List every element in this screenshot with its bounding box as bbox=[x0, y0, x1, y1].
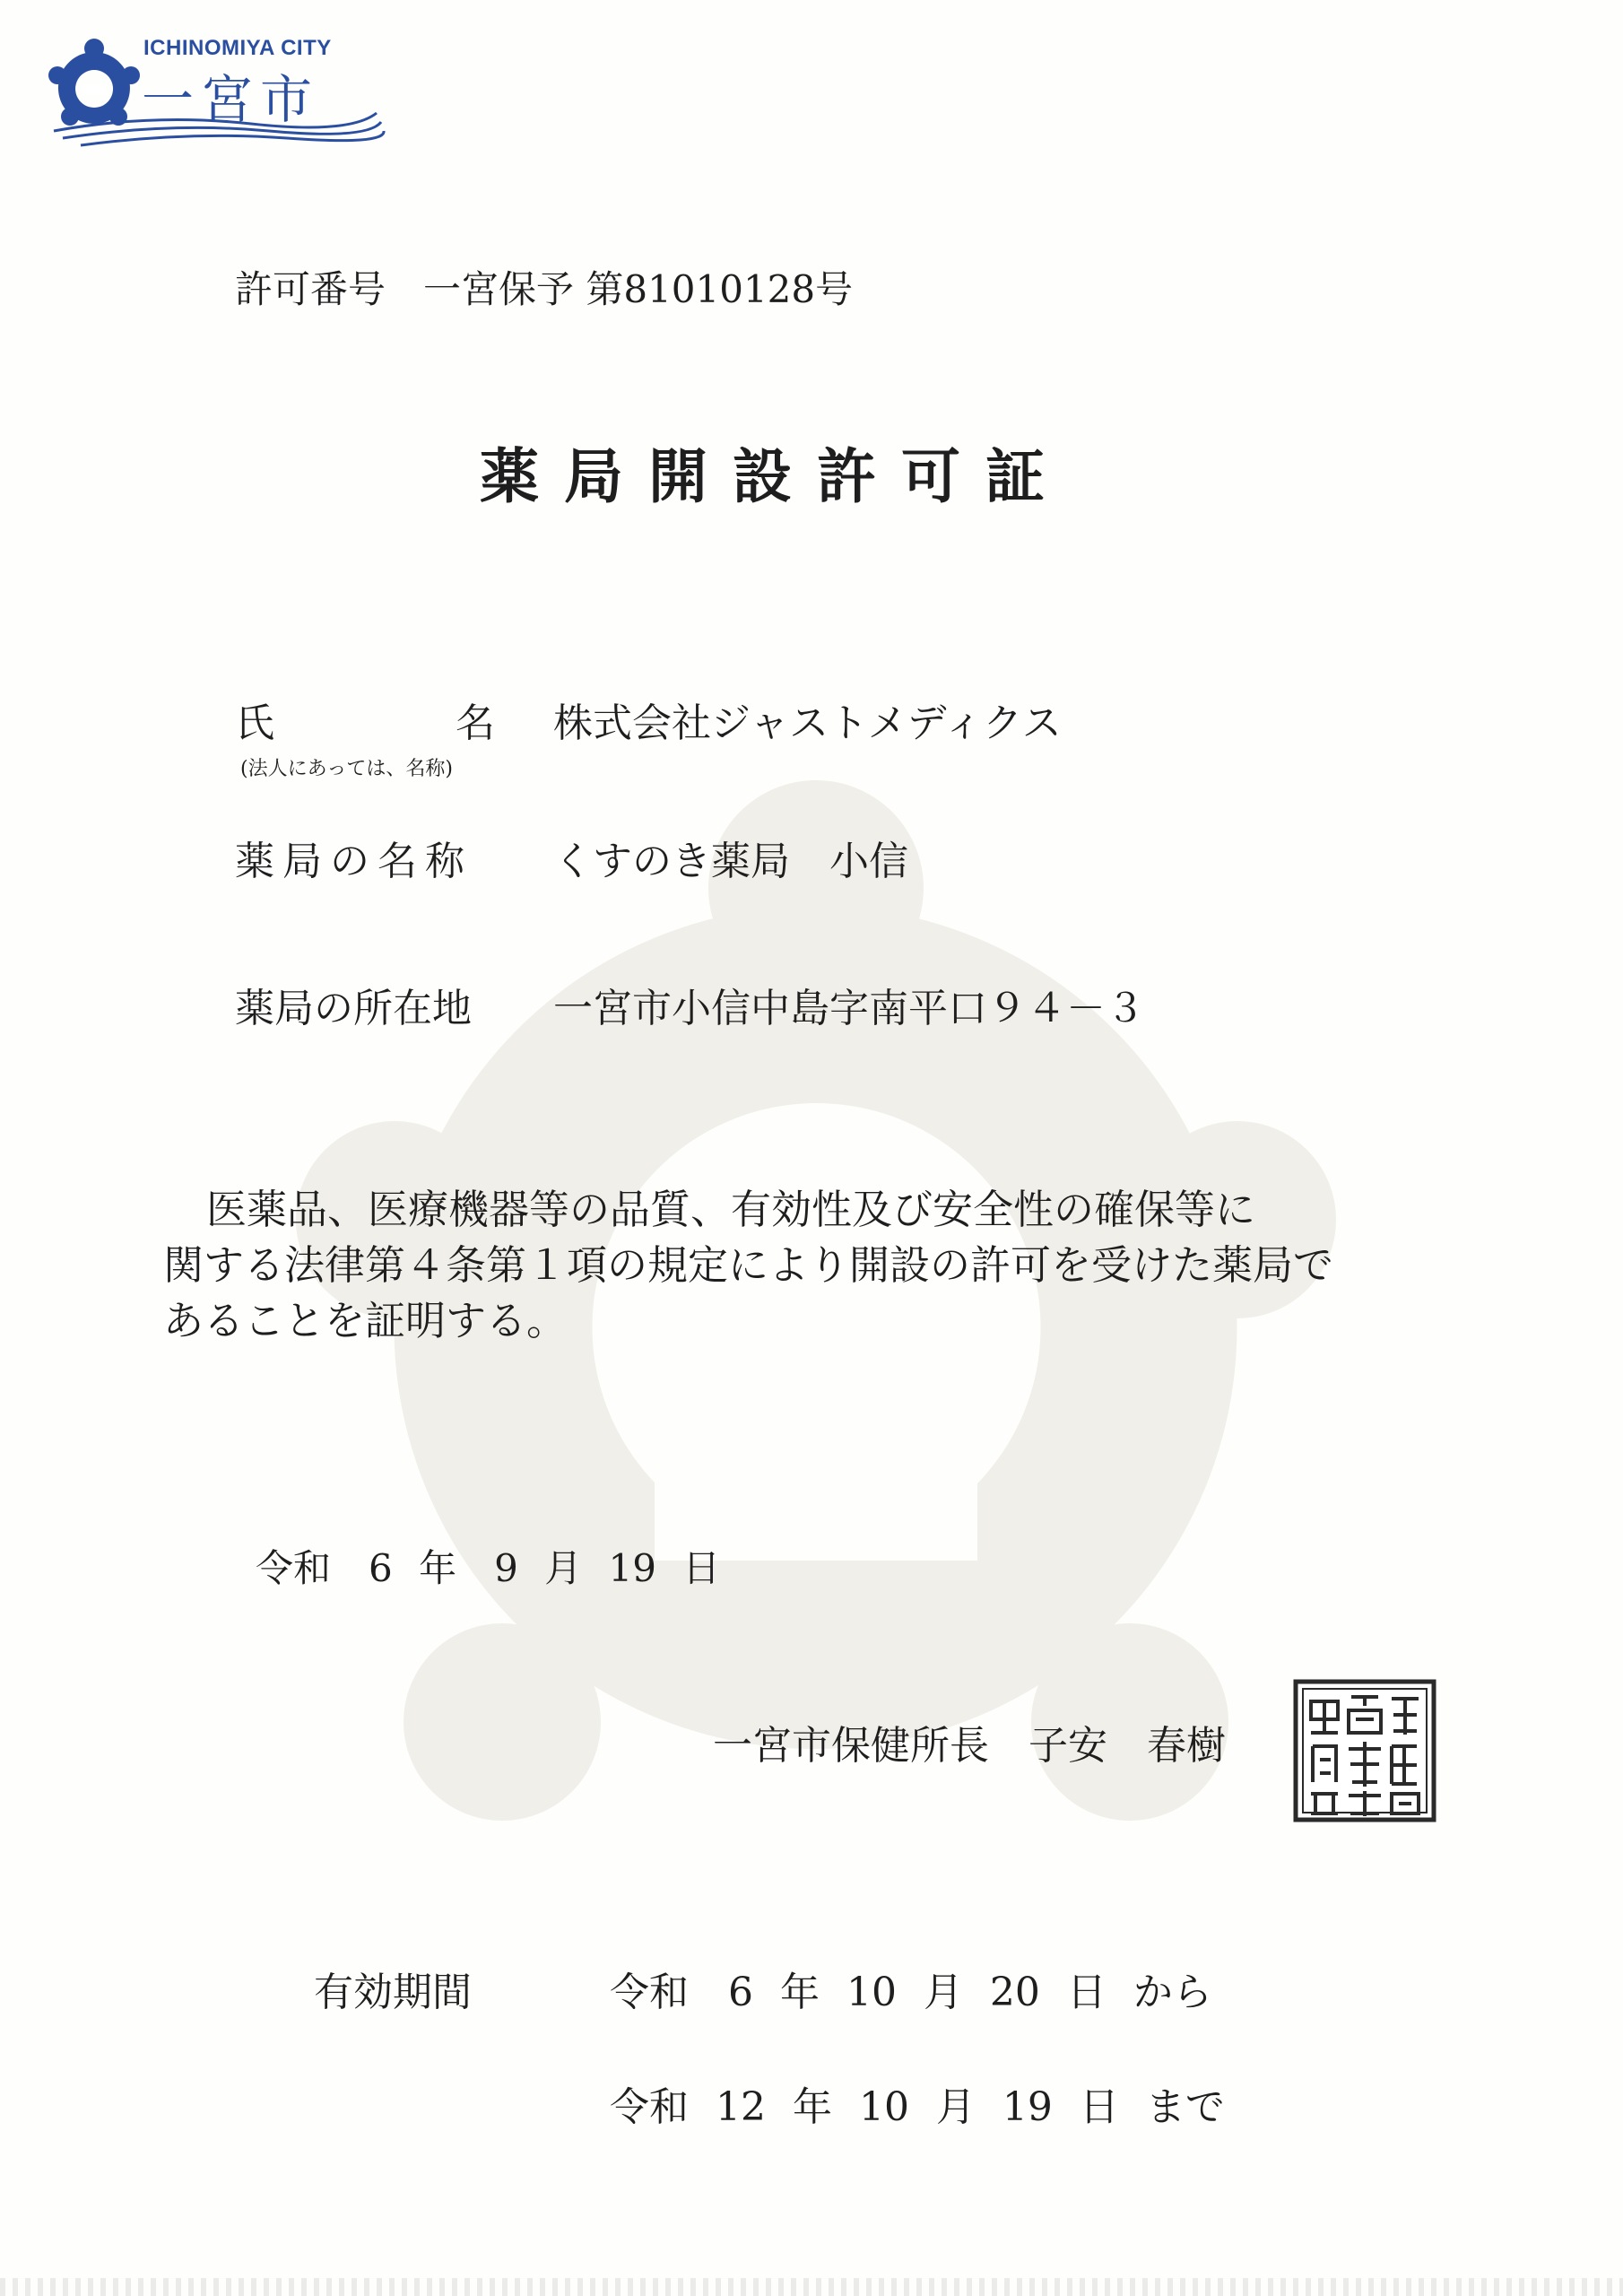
issue-date: 令和 6 年 9 月 19 日 bbox=[256, 1546, 721, 1590]
statement-line-1: 医薬品、医療機器等の品質、有効性及び安全性の確保等に bbox=[206, 1186, 1256, 1233]
name-value: 株式会社ジャストメディクス bbox=[553, 700, 1062, 746]
logo-waves-icon bbox=[45, 104, 386, 149]
address-label: 薬局の所在地 bbox=[235, 986, 472, 1031]
address-value: 一宮市小信中島字南平口９４－３ bbox=[553, 986, 1145, 1031]
scan-edge bbox=[0, 2278, 1623, 2296]
logo-english-text: ICHINOMIYA CITY bbox=[143, 36, 332, 60]
validity-label: 有効期間 bbox=[314, 1970, 472, 2015]
pharmacy-name-label: 薬局の名称 bbox=[235, 839, 473, 884]
name-label bbox=[235, 691, 495, 748]
pharmacy-name-value: くすのき薬局 小信 bbox=[553, 839, 908, 884]
city-logo bbox=[45, 34, 386, 146]
statement-line-2: 関する法律第４条第１項の規定により開設の許可を受けた薬局で bbox=[163, 1241, 1334, 1289]
validity-from: 令和 6 年 10 月 20 日 から bbox=[610, 1970, 1212, 2015]
statement-line-3: あることを証明する。 bbox=[163, 1297, 568, 1344]
name-label-left: 氏 bbox=[235, 700, 274, 746]
name-note: (法人にあっては、名称) bbox=[240, 758, 453, 780]
issuer-name: 一宮市保健所長 子安 春樹 bbox=[713, 1723, 1226, 1769]
validity-to: 令和 12 年 10 月 19 日 まで bbox=[610, 2084, 1225, 2130]
document-title: 薬局開設許可証 bbox=[480, 442, 1070, 511]
certification-statement bbox=[163, 1182, 1454, 1349]
official-seal-icon bbox=[1293, 1679, 1436, 1822]
permit-number: 許可番号 一宮保予 第81010128号 bbox=[235, 267, 854, 311]
logo-japanese-text: 一宮市 bbox=[142, 69, 320, 130]
name-label-right: 名 bbox=[456, 700, 495, 746]
